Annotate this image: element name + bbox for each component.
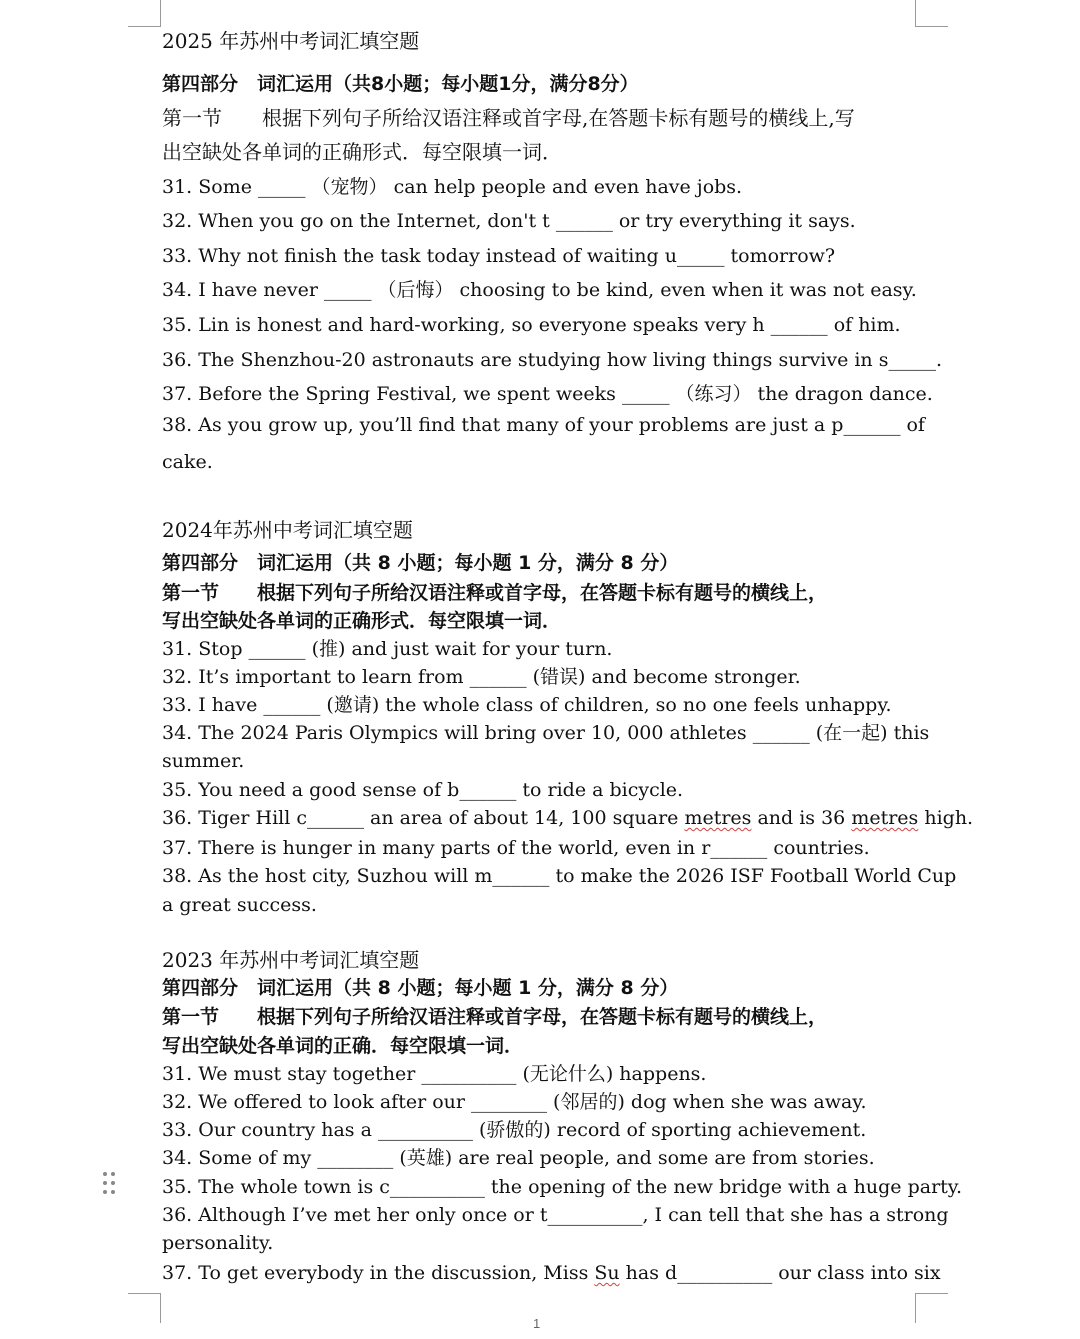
question-31: 31. Some _____ （宠物） can help people and even have jobs.: [162, 176, 743, 198]
instruction-line: 第一节 根据下列句子所给汉语注释或首字母，在答题卡标有题号的横线上，: [162, 1006, 828, 1028]
instruction-line: 第一节 根据下列句子所给汉语注释或首字母,在答题卡标有题号的横线上,写: [162, 106, 855, 130]
question-31: 31. Stop ______ (推) and just wait for your turn.: [162, 638, 613, 660]
question-36-continued: personality.: [162, 1232, 274, 1254]
crop-mark-bottom-right-v: [915, 1293, 916, 1323]
question-33: 33. I have ______ (邀请) the whole class of children, so no one feels unhappy.: [162, 694, 892, 716]
instruction-line: 写出空缺处各单词的正确形式．每空限填一词．: [162, 610, 562, 632]
drag-handle-icon[interactable]: [101, 1170, 119, 1198]
question-37: [162, 1260, 941, 1286]
question-33: 33. Why not finish the task today instead of waiting u_____ tomorrow?: [162, 245, 836, 267]
spellcheck-word: metres: [851, 807, 919, 829]
question-36-text: 36. Tiger Hill c______ an area of about 14, 100 square: [162, 807, 685, 829]
question-35: 35. You need a good sense of b______ to ride a bicycle.: [162, 779, 684, 801]
question-38-continued: a great success.: [162, 894, 317, 916]
question-35: 35. Lin is honest and hard-working, so everyone speaks very h ______ of him.: [162, 314, 901, 336]
page-number: 1: [533, 1316, 541, 1331]
question-34: 34. Some of my ________ (英雄) are real people, and some are from stories.: [162, 1147, 875, 1169]
question-32: 32. It’s important to learn from ______ (错误) and become stronger.: [162, 666, 801, 688]
crop-mark-top-left-v: [160, 0, 161, 26]
part-heading: 第四部分 词汇运用（共 8 小题；每小题 1 分，满分 8 分）: [162, 977, 679, 999]
question-37-text: 37. To get everybody in the discussion, Miss: [162, 1262, 595, 1284]
question-34-continued: summer.: [162, 750, 245, 772]
question-34: 34. The 2024 Paris Olympics will bring over 10, 000 athletes ______ (在一起) this: [162, 722, 930, 744]
instruction-line: 第一节 根据下列句子所给汉语注释或首字母，在答题卡标有题号的横线上，: [162, 582, 828, 604]
section-title: 2025 年苏州中考词汇填空题: [162, 29, 420, 53]
question-34: 34. I have never _____ （后悔） choosing to be kind, even when it was not easy.: [162, 279, 917, 301]
crop-mark-top-right-h: [915, 26, 948, 27]
instruction-line: 出空缺处各单词的正确形式．每空限填一词．: [162, 140, 562, 164]
crop-mark-bottom-left-v: [160, 1293, 161, 1323]
question-37: 37. Before the Spring Festival, we spent weeks _____ （练习） the dragon dance.: [162, 383, 933, 405]
part-heading: 第四部分 词汇运用（共8小题；每小题1分，满分8分）: [162, 73, 639, 95]
question-38: 38. As the host city, Suzhou will m______ to make the 2026 ISF Football World Cup: [162, 865, 957, 887]
question-36: 36. Although I’ve met her only once or t__________, I can tell that she has a strong: [162, 1204, 949, 1226]
question-36: [162, 805, 973, 831]
question-36: 36. The Shenzhou-20 astronauts are studying how living things survive in s_____.: [162, 349, 942, 371]
part-heading: 第四部分 词汇运用（共 8 小题；每小题 1 分，满分 8 分）: [162, 552, 679, 574]
section-title: 2023 年苏州中考词汇填空题: [162, 948, 420, 972]
question-38: 38. As you grow up, you’ll find that many of your problems are just a p______ of: [162, 414, 925, 436]
question-37-text: has d__________ our class into six: [619, 1262, 941, 1284]
crop-mark-top-right-v: [915, 0, 916, 26]
question-32: 32. When you go on the Internet, don't t ______ or try everything it says.: [162, 210, 856, 232]
question-36-text: and is 36: [751, 807, 852, 829]
section-title: 2024年苏州中考词汇填空题: [162, 518, 413, 542]
question-38-continued: cake.: [162, 451, 213, 473]
crop-mark-bottom-right-h: [915, 1293, 948, 1294]
question-33: 33. Our country has a __________ (骄傲的) record of sporting achievement.: [162, 1119, 867, 1141]
spellcheck-word: Su: [594, 1262, 620, 1284]
instruction-line: 写出空缺处各单词的正确．每空限填一词．: [162, 1035, 524, 1057]
crop-mark-bottom-left-h: [128, 1293, 161, 1294]
question-37: 37. There is hunger in many parts of the world, even in r______ countries.: [162, 837, 870, 859]
crop-mark-top-left-h: [128, 26, 161, 27]
question-36-text: high.: [918, 807, 974, 829]
question-35: 35. The whole town is c__________ the opening of the new bridge with a huge party.: [162, 1176, 963, 1198]
question-32: 32. We offered to look after our ________ (邻居的) dog when she was away.: [162, 1091, 867, 1113]
spellcheck-word: metres: [684, 807, 752, 829]
question-31: 31. We must stay together __________ (无论什么) happens.: [162, 1063, 707, 1085]
